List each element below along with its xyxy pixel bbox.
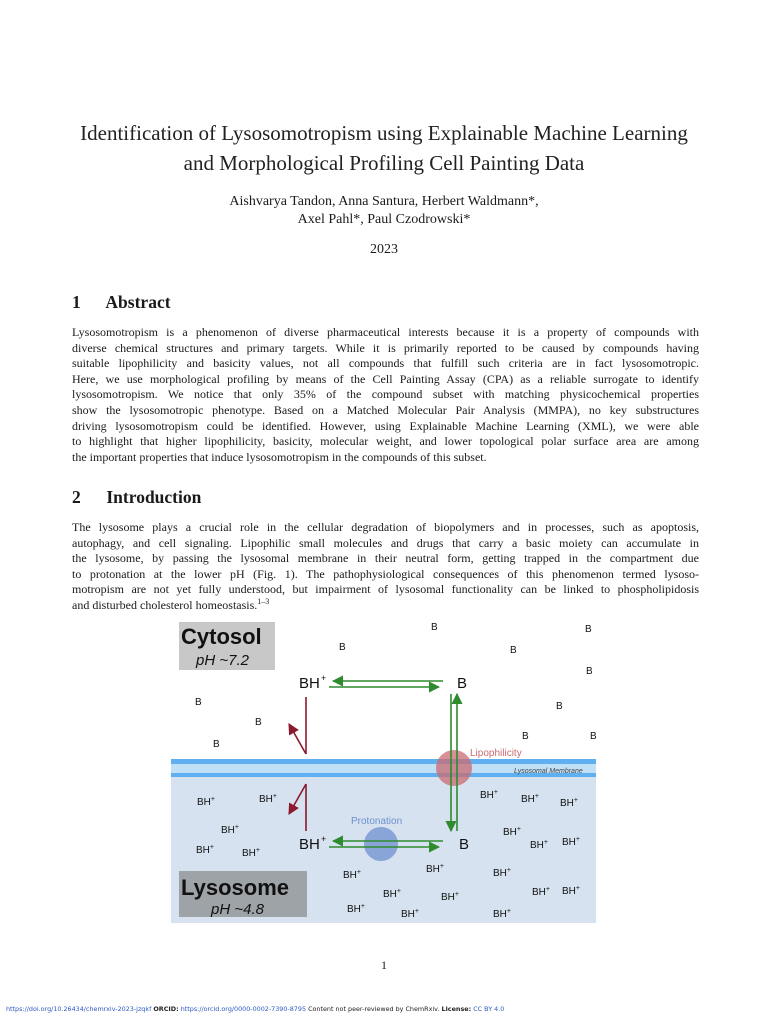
- neutral-molecule: B: [339, 642, 346, 653]
- license-label: License:: [441, 1005, 472, 1013]
- abstract-line: lysosomotropism. We notice that only 35% of the compound subset with matching physicochemical properties: [72, 387, 699, 402]
- protonated-molecule: BH+: [560, 797, 578, 809]
- lipophilicity-marker: [436, 750, 472, 786]
- publication-year: 2023: [370, 242, 398, 257]
- protonated-molecule: BH+: [530, 839, 548, 851]
- protonated-molecule: BH+: [441, 891, 459, 903]
- svg-text:+: +: [321, 673, 327, 683]
- protonated-molecule: BH+: [221, 824, 239, 836]
- svg-text:BH: BH: [299, 675, 320, 692]
- citation-ref[interactable]: 1–3: [257, 596, 270, 606]
- page-number: 1: [381, 958, 387, 972]
- peer-review-notice: Content not peer-reviewed by ChemRxiv.: [308, 1005, 440, 1013]
- protonated-molecule: BH+: [401, 908, 419, 920]
- abstract-line: the important properties that induce lysosomotropism in the compounds of this subset.: [72, 449, 487, 464]
- protonated-molecule: BH+: [242, 847, 260, 859]
- protonated-molecule: BH+: [196, 844, 214, 856]
- page-footer: [6, 1005, 504, 1013]
- lipophilicity-label: Lipophilicity: [470, 748, 522, 759]
- intro-line: motropism are not yet fully understood, but impairment of lysosomal functionality can be linked to phospholipidosis: [72, 582, 699, 597]
- figure-canvas: [171, 619, 596, 923]
- section-title: Introduction: [106, 487, 202, 507]
- intro-line: autophagy, and cell signaling. Lipophilic small molecules and drugs that carry a basic moiety can accumulate in: [72, 535, 699, 550]
- license-link[interactable]: CC BY 4.0: [473, 1005, 505, 1013]
- intro-line: to protonation at the lower pH (Fig. 1). The pathophysiological consequences of this phenomenon termed lysoso-: [72, 566, 699, 581]
- abstract-heading: [72, 292, 171, 313]
- protonation-marker: [364, 827, 398, 861]
- membrane-outer: [171, 759, 596, 764]
- neutral-molecule: B: [195, 697, 202, 708]
- cytosol-ph: pH ~7.2: [196, 652, 249, 669]
- protonated-molecule: BH+: [493, 867, 511, 879]
- protonated-molecule: BH+: [197, 796, 215, 808]
- intro-line: the lysosome, by passing the lysosomal membrane in their neutral form, getting trapped in the compartment due: [72, 551, 699, 566]
- orcid-link[interactable]: https://orcid.org/0000-0002-7390-8795: [180, 1005, 307, 1013]
- doi-link[interactable]: https://doi.org/10.26434/chemrxiv-2023-jzqkf: [6, 1005, 152, 1013]
- abstract-line: suitable lipophilicity and basicity values, not all compounds that fulfill such criteria are in fact lysosomotropic.: [72, 356, 699, 371]
- species-b-lysosome: B: [459, 836, 470, 853]
- authors-line-2: Axel Pahl*, Paul Czodrowski*: [297, 212, 471, 227]
- figure-lysosomotropism: [171, 619, 596, 923]
- neutral-molecule: B: [586, 666, 593, 677]
- title-line-1: Identification of Lysosomotropism using Explainable Machine Learning: [80, 121, 688, 145]
- protonated-molecule: BH+: [562, 885, 580, 897]
- protonated-molecule: BH+: [480, 789, 498, 801]
- paper-title: [40, 118, 728, 178]
- neutral-molecule: B: [510, 645, 517, 656]
- protonated-molecule: BH+: [521, 793, 539, 805]
- protonated-molecule: BH+: [383, 888, 401, 900]
- intro-line: [72, 598, 699, 614]
- membrane-label: Lysosomal Membrane: [514, 768, 583, 775]
- protonation-label: Protonation: [351, 816, 403, 827]
- neutral-molecule: B: [585, 624, 592, 635]
- introduction-text: [72, 520, 699, 614]
- section-title: Abstract: [105, 292, 171, 312]
- neutral-molecule: B: [556, 701, 563, 712]
- cytosol-label: Cytosol: [181, 624, 262, 649]
- section-number: 2: [72, 487, 81, 507]
- abstract-line: Here, we use morphological profiling by means of the Cell Painting Assay (CPA) as a reliable surrogate to identify: [72, 371, 699, 386]
- abstract-line: show the lysosomotropic phenotype. Based on a Matched Molecular Pair Analysis (MMPA), no key substructures: [72, 402, 699, 417]
- protonated-molecule: BH+: [532, 886, 550, 898]
- neutral-molecule: B: [213, 739, 220, 750]
- title-line-2: and Morphological Profiling Cell Painting Data: [183, 151, 585, 175]
- abstract-line: Lysosomotropism is a phenomenon of diverse pharmaceutical interests because it is a property of compounds with: [72, 325, 699, 339]
- protonated-molecule: BH+: [426, 863, 444, 875]
- protonated-molecule: BH+: [493, 908, 511, 920]
- author-list: [40, 193, 728, 229]
- intro-line: The lysosome plays a crucial role in the cellular degradation of biopolymers and in processes, such as apoptosis,: [72, 520, 699, 534]
- neutral-molecule: B: [431, 622, 438, 633]
- orcid-label: ORCID:: [153, 1005, 179, 1013]
- lysosome-ph: pH ~4.8: [211, 901, 264, 918]
- species-b-cytosol: B: [457, 675, 468, 692]
- protonated-molecule: BH+: [503, 826, 521, 838]
- abstract-line: diverse chemical structures and primary targets. While it is primarily reported to be caused by compounds having: [72, 340, 699, 355]
- protonated-molecule: BH+: [343, 869, 361, 881]
- neutral-molecule: B: [522, 731, 529, 742]
- section-number: 1: [72, 292, 81, 312]
- svg-text:BH: BH: [299, 836, 320, 853]
- protonated-molecule: BH+: [259, 793, 277, 805]
- abstract-line: to highlight that higher lipophilicity, basicity, molecular weight, and lower topological polar surface area are among: [72, 434, 699, 449]
- protonated-molecule: BH+: [562, 836, 580, 848]
- authors-line-1: Aishvarya Tandon, Anna Santura, Herbert Waldmann*,: [229, 194, 539, 209]
- introduction-heading: [72, 487, 201, 508]
- lysosome-label: Lysosome: [181, 875, 290, 900]
- neutral-molecule: B: [590, 731, 597, 742]
- intro-last-text: and disturbed cholesterol homeostasis.: [72, 597, 258, 612]
- abstract-text: [72, 325, 699, 465]
- protonated-molecule: BH+: [347, 903, 365, 915]
- abstract-line: driving lysosomotropism could be identified. However, using Explainable Machine Learning (XML), we were able: [72, 418, 699, 433]
- svg-text:+: +: [321, 834, 327, 844]
- neutral-molecule: B: [255, 717, 262, 728]
